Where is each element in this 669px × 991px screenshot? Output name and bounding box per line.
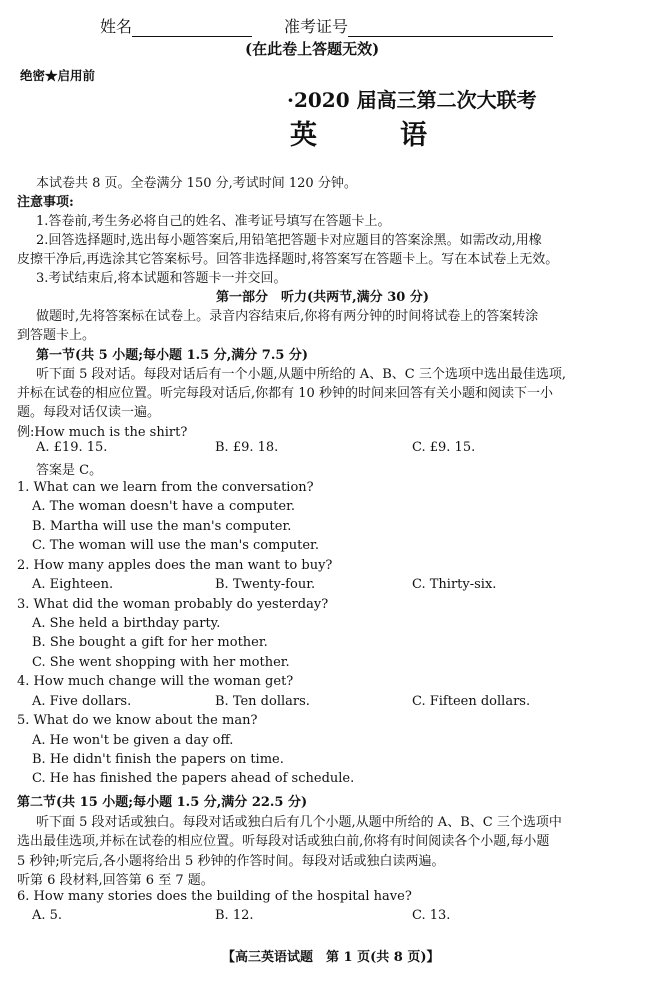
section1-heading: 第一节(共 5 小题;每小题 1.5 分,满分 7.5 分) (36, 348, 309, 363)
exam-title: ·2020 届高三第二次大联考 (287, 88, 537, 112)
part1-desc-b: 到答题卡上。 (17, 328, 96, 343)
q5-option-b: B. He didn't finish the papers on time. (32, 752, 284, 767)
q6-option-b: B. 12. (215, 908, 254, 923)
example-option-a: A. £19. 15. (36, 440, 108, 455)
section2-heading: 第二节(共 15 小题;每小题 1.5 分,满分 22.5 分) (17, 795, 308, 810)
q4-option-c: C. Fifteen dollars. (412, 694, 531, 709)
q4-option-b: B. Ten dollars. (215, 694, 310, 709)
section2-desc-b: 选出最佳选项,并标在试卷的相应位置。听每段对话或独白前,你将有时间阅读各个小题,每小题 (17, 834, 550, 849)
material-instruction: 听第 6 段材料,回答第 6 至 7 题。 (17, 873, 214, 888)
example-option-b: B. £9. 18. (215, 440, 279, 455)
notice: (在此卷上答题无效) (245, 40, 380, 58)
q2-option-b: B. Twenty-four. (215, 577, 316, 592)
question-3: 3. What did the woman probably do yesterday? (17, 597, 329, 612)
q1-option-b: B. Martha will use the man's computer. (32, 519, 292, 534)
q2-option-c: C. Thirty-six. (412, 577, 497, 592)
example-answer: 答案是 C。 (36, 463, 103, 478)
note-1: 1.答卷前,考生务必将自己的姓名、准考证号填写在答题卡上。 (36, 214, 391, 229)
page-footer: 【高三英语试题 第 1 页(共 8 页)】 (222, 950, 440, 965)
question-1: 1. What can we learn from the conversation? (17, 480, 314, 495)
note-2a: 2.回答选择题时,选出每小题答案后,用铅笔把答题卡对应题目的答案涂黑。如需改动,用橡 (36, 233, 542, 248)
q6-option-a: A. 5. (32, 908, 63, 923)
q1-option-a: A. The woman doesn't have a computer. (32, 499, 296, 514)
id-label: 准考证号 (284, 17, 349, 36)
q3-option-b: B. She bought a gift for her mother. (32, 635, 268, 650)
part1-heading: 第一部分 听力(共两节,满分 30 分) (216, 290, 429, 305)
id-blank (348, 20, 553, 37)
q4-option-a: A. Five dollars. (32, 694, 132, 709)
subject-title: 英 语 (290, 120, 455, 151)
section2-desc-c: 5 秒钟;听完后,各小题将给出 5 秒钟的作答时间。每段对话或独白读两遍。 (17, 854, 445, 869)
section1-desc-c: 题。每段对话仅读一遍。 (17, 405, 161, 420)
example-question: 例:How much is the shirt? (17, 425, 188, 440)
intro-text: 本试卷共 8 页。全卷满分 150 分,考试时间 120 分钟。 (36, 176, 357, 191)
secret-label: 绝密★启用前 (20, 68, 96, 83)
q3-option-c: C. She went shopping with her mother. (32, 655, 290, 670)
question-6: 6. How many stories does the building of the hospital have? (17, 889, 412, 904)
name-label: 姓名 (100, 17, 133, 36)
notes-heading: 注意事项: (17, 195, 74, 210)
note-3: 3.考试结束后,将本试题和答题卡一并交回。 (36, 271, 287, 286)
q1-option-c: C. The woman will use the man's computer. (32, 538, 319, 553)
name-field (100, 14, 252, 37)
part1-desc-a: 做题时,先将答案标在试卷上。录音内容结束后,你将有两分钟的时间将试卷上的答案转涂 (36, 309, 539, 324)
q2-option-a: A. Eighteen. (32, 577, 114, 592)
note-2b: 皮擦干净后,再选涂其它答案标号。回答非选择题时,将答案写在答题卡上。写在本试卷上无效。 (17, 252, 559, 267)
q5-option-a: A. He won't be given a day off. (32, 733, 234, 748)
section1-desc-a: 听下面 5 段对话。每段对话后有一个小题,从题中所给的 A、B、C 三个选项中选出最佳选项, (36, 367, 566, 382)
question-5: 5. What do we know about the man? (17, 713, 258, 728)
question-2: 2. How many apples does the man want to buy? (17, 558, 333, 573)
q6-option-c: C. 13. (412, 908, 451, 923)
q3-option-a: A. She held a birthday party. (32, 616, 221, 631)
q5-option-c: C. He has finished the papers ahead of schedule. (32, 771, 355, 786)
example-option-c: C. £9. 15. (412, 440, 476, 455)
question-4: 4. How much change will the woman get? (17, 674, 294, 689)
section2-desc-a: 听下面 5 段对话或独白。每段对话或独白后有几个小题,从题中所给的 A、B、C 三个选项中 (36, 815, 562, 830)
section1-desc-b: 并标在试卷的相应位置。听完每段对话后,你都有 10 秒钟的时间来回答有关小题和阅读下一小 (17, 386, 553, 401)
id-field (284, 14, 553, 37)
name-blank (132, 20, 252, 37)
